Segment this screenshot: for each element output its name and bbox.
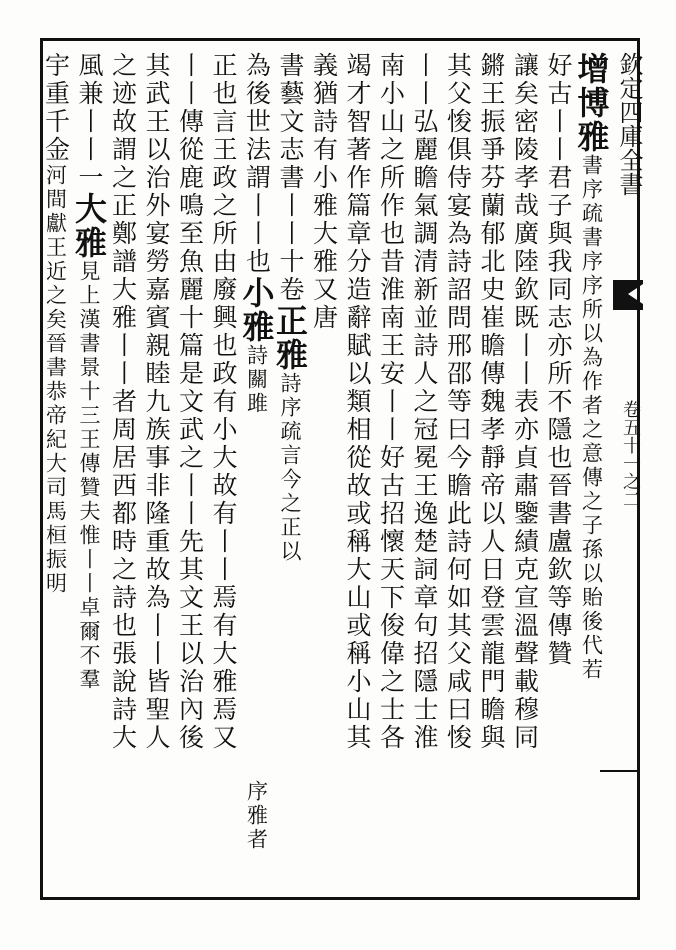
- text-segment: 雅: [70, 226, 108, 260]
- text-segment: 義猶詩有小雅大雅又唐: [309, 52, 339, 332]
- text-column: [305, 52, 343, 332]
- text-segment: 河間獻王近之矣晉書恭帝紀大司馬桓振明: [43, 164, 68, 596]
- text-column: [405, 52, 443, 752]
- text-segment: 鏘王振爭芬蘭郁北史崔瞻傳魏孝靜帝以人日登雲龍門瞻與: [477, 52, 506, 752]
- text-column: [439, 52, 477, 752]
- text-column: [238, 52, 276, 416]
- text-segment: 之迹故謂之正鄭譜大雅丨丨者周居西都時之詩也張說詩大: [108, 52, 138, 752]
- text-column: [204, 52, 242, 752]
- text-segment: 增: [572, 52, 611, 86]
- text-segment: 為後世法謂丨丨也: [242, 52, 272, 276]
- text-segment: 書序疏書序序所以為作者之意傳之子孫以貽後代若: [579, 154, 604, 682]
- text-segment: 見上漢書景十三王傳贊夫惟丨丨卓爾不羣: [77, 260, 101, 692]
- text-segment: 其武王以治外宴勞嘉賓親睦九族事非隆重故為丨丨皆聖人: [142, 52, 171, 752]
- text-segment: 其父悛俱侍宴為詩詔問邢邵等曰今瞻此詩何如其父咸曰悛: [443, 52, 473, 752]
- text-segment: 正: [271, 304, 309, 338]
- text-segment: 詩序疏言今之正以: [278, 372, 302, 564]
- text-segment: 南小山之所作也昔淮南王安丨丨好古招懷天下俊偉之士各: [376, 52, 406, 752]
- text-column: [573, 52, 611, 682]
- text-segment: 大: [70, 192, 108, 226]
- margin-book-title: 欽定四庫全書: [615, 52, 643, 196]
- text-segment: 宇重千金: [41, 52, 71, 164]
- text-segment: 小: [237, 276, 276, 310]
- text-column: [171, 52, 209, 752]
- text-column: [472, 52, 510, 752]
- text-column: [338, 52, 376, 752]
- text-column: [539, 52, 577, 668]
- text-segment: 讓矣密陵孝哉廣陸欽既丨丨表亦貞肅鑒績克宣溫聲載穆同: [510, 52, 540, 752]
- text-segment: 博: [572, 86, 611, 120]
- text-segment: 雅: [271, 338, 309, 372]
- text-column: [104, 52, 142, 752]
- text-column: [271, 52, 309, 564]
- text-column: [372, 52, 410, 752]
- text-segment: 竭才智著作篇章分造辭賦以類相從故或稱大山或稱小山其: [343, 52, 372, 752]
- text-segment: 雅: [237, 310, 276, 344]
- text-segment: 丨丨弘麗瞻氣調清新並詩人之冠冕王逸楚詞章句招隱士淮: [410, 52, 439, 752]
- text-segment: 風兼丨丨一: [75, 52, 104, 192]
- text-column: [37, 52, 75, 596]
- text-segment: 書藝文志書丨丨十卷: [276, 52, 305, 304]
- text-segment: 好古丨丨君子與我同志亦所不隱也晉書盧欽等傳贊: [544, 52, 573, 668]
- text-column: [70, 52, 108, 692]
- text-segment: 丨丨傳從鹿鳴至魚麗十篇是文武之丨丨先其文王以治內後: [175, 52, 205, 752]
- margin-volume: 卷五十一之二: [620, 400, 641, 508]
- text-segment: 正也言王政之所由廢興也政有小大故有丨丨焉有大雅焉又: [209, 52, 238, 752]
- text-column: [137, 52, 175, 752]
- margin-rule: [600, 770, 640, 772]
- text-segment: 詩關雎: [244, 344, 269, 416]
- text-segment: 雅: [572, 120, 611, 154]
- fish-tail-mark-icon: [613, 280, 643, 310]
- text-column: [506, 52, 544, 752]
- annotation-tail: 序雅者: [244, 780, 269, 852]
